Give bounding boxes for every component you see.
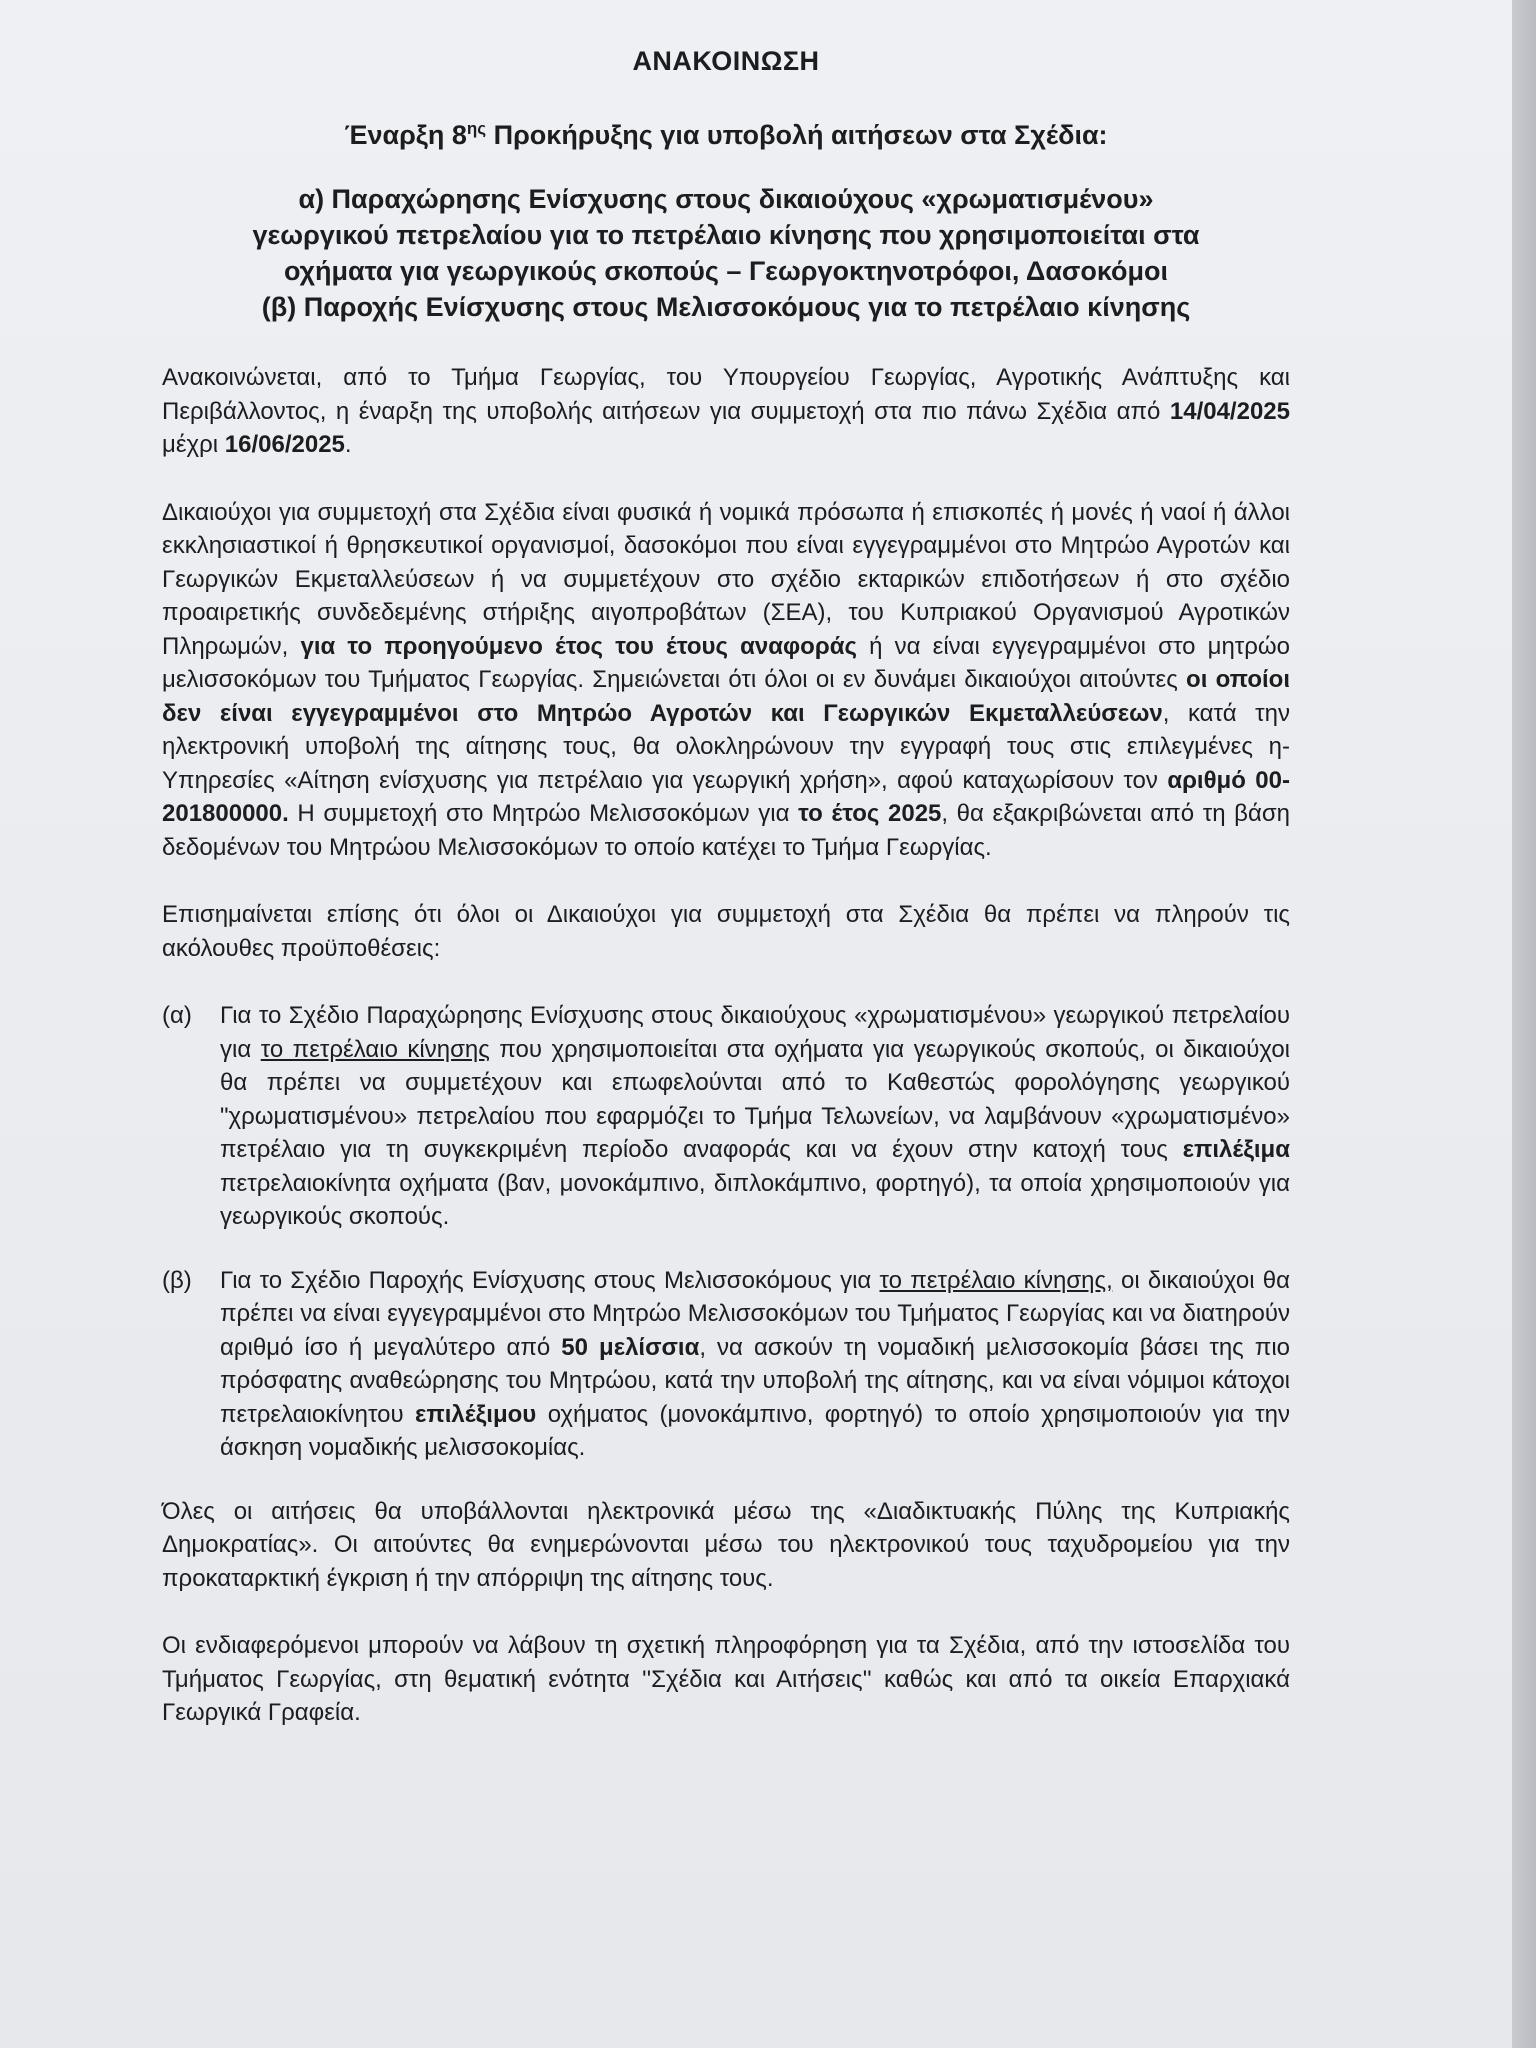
heading-line: α) Παραχώρησης Ενίσχυσης στους δικαιούχους «χρωματισμένου» — [298, 184, 1154, 214]
bold-phrase: επιλέξιμα — [1182, 1136, 1290, 1163]
paragraph-text: , θα εξακριβώνεται από τη βάση δεδομένων του Μητρώου Μελισσοκόμων το οποίο κατέχει το Τμήμα Γεωργίας. — [162, 800, 1290, 861]
heading-line: γεωργικού πετρελαίου για το πετρέλαιο κίνησης που χρησιμοποιείται στα — [252, 220, 1200, 250]
subtitle-suffix: Προκήρυξης για υποβολή αιτήσεων στα Σχέδια: — [486, 120, 1108, 150]
item-text: , να ασκούν τη νομαδική μελισσοκομία βάσει της πιο πρόσφατης αναθεώρησης του Μητρώου, κατά την υποβολή της αίτησης, και να είναι νόμιμοι κάτοχοι πετρελαιοκίνητου — [220, 1333, 1290, 1428]
bold-phrase: επιλέξιμου — [415, 1400, 537, 1428]
submission-paragraph: Όλες οι αιτήσεις θα υποβάλλονται ηλεκτρονικά μέσω της «Διαδικτυακής Πύλης της Κυπριακής Δημοκρατίας». Οι αιτούντες θα ενημερώνονται μέσω του ηλεκτρονικού τους ταχυδρομείου για την προκαταρκτική έγκριση ή την απόρριψη της αίτησης τους. — [162, 1497, 1290, 1592]
item-text: που χρησιμοποιείται στα οχήματα για γεωργικούς σκοπούς, οι δικαιούχοι θα πρέπει να συμμετέχουν και επωφελούνται από το Καθεστώς φορολόγησης γεωργικού "χρωματισμένου» πετρελαίου που εφαρμόζει το Τμήμα Τελωνείων, να λαμβάνουν «χρωματισμένο» πετρέλαιο για τη συγκεκριμένη περίοδο αναφοράς και να έχουν στην κατοχή τους — [220, 1035, 1291, 1163]
paragraph-text: , κατά την ηλεκτρονική υποβολή της αίτησης τους, θα ολοκληρώνουν την εγγραφή τους στις επιλεγμένες η-Υπηρεσίες «Αίτηση ενίσχυσης για πετρέλαιο για γεωργική χρήση», αφού καταχωρίσουν τον — [162, 699, 1290, 794]
subtitle-ordinal: ης — [466, 119, 487, 138]
bold-phrase: το έτος 2025 — [798, 800, 942, 827]
background-surface — [1512, 0, 1536, 2048]
condition-item-a — [162, 999, 1290, 1234]
eligibility-paragraph — [162, 496, 1290, 865]
item-body — [220, 999, 1290, 1234]
registration-number: αριθμό 00-201800000. — [162, 766, 1290, 827]
start-date: 14/04/2025 — [1169, 397, 1290, 425]
information-paragraph: Οι ενδιαφερόμενοι μπορούν να λάβουν τη σχετική πληροφόρηση για τα Σχέδια, από την ιστοσελίδα του Τμήματος Γεωργίας, στη θεματική ενότητα ''Σχέδια και Αιτήσεις'' καθώς και από τα οικεία Επαρχιακά Γεωργικά Γραφεία. — [162, 1632, 1290, 1726]
subtitle — [162, 111, 1290, 153]
item-text: οι δικαιούχοι θα πρέπει να είναι εγγεγραμμένοι στο Μητρώο Μελισσοκόμων του Τμήματος Γεωργίας και να διατηρούν αριθμό ίσο ή μεγαλύτερο από — [220, 1266, 1290, 1361]
item-label: (β) — [162, 1266, 192, 1294]
subtitle-prefix: Έναρξη 8 — [344, 120, 467, 150]
paragraph-text: . — [344, 431, 352, 458]
item-text: οχήματος (μονοκάμπινο, φορτηγό) το οποίο χρησιμοποιούν για την άσκηση νομαδικής μελισσοκομίας. — [220, 1400, 1290, 1461]
paragraph-text: ή να είναι εγγεγραμμένοι στο μητρώο μελισσοκόμων του Τμήματος Γεωργίας. Σημειώνεται ότι όλοι οι εν δυνάμει δικαιούχοι αιτούντες — [162, 632, 1291, 693]
bold-phrase: οι οποίοι δεν είναι εγγεγραμμένοι στο Μητρώο Αγροτών και Γεωργικών Εκμεταλλεύσεων — [162, 666, 1290, 727]
end-date: 16/06/2025 — [224, 431, 345, 458]
paragraph-text: μέχρι — [162, 431, 225, 458]
paragraph-text: Ανακοινώνεται, από το Τμήμα Γεωργίας, του Υπουργείου Γεωργίας, Αγροτικής Ανάπτυξης και Περιβάλλοντος, η έναρξη της υποβολής αιτήσεων για συμμετοχή στα πιο πάνω Σχέδια από — [162, 364, 1290, 425]
item-text: Για το Σχέδιο Παροχής Ενίσχυσης στους Μελισσοκόμους για — [220, 1266, 880, 1294]
item-text: πετρελαιοκίνητα οχήματα (βαν, μονοκάμπινο, διπλοκάμπινο, φορτηγό), τα οποία χρησιμοποιούν για γεωργικούς σκοπούς. — [220, 1169, 1290, 1230]
item-text: Για το Σχέδιο Παραχώρησης Ενίσχυσης στους δικαιούχους «χρωματισμένου» γεωργικού πετρελαίου για — [220, 1002, 1290, 1063]
page-title: ΑΝΑΚΟΙΝΩΣΗ — [632, 46, 820, 76]
paragraph-text: Η συμμετοχή στο Μητρώο Μελισσοκόμων για — [288, 800, 799, 827]
bold-phrase: 50 μελίσσια — [561, 1333, 700, 1361]
paragraph-text: Δικαιούχοι για συμμετοχή στα Σχέδια είναι φυσικά ή νομικά πρόσωπα ή επισκοπές ή μονές ή ναοί ή άλλοι εκκλησιαστικοί ή θρησκευτικοί οργανισμοί, δασοκόμοι που είναι εγγεγραμμένοι στο Μητρώο Αγροτών και Γεωργικών Εκμεταλλεύσεων ή να συμμετέχουν στο σχέδιο εκταρικών επιδοτήσεων ή στο σχέδιο προαιρετικής συνδεδεμένης στήριξης αιγοπροβάτων (ΣΕΑ), του Κυπριακού Οργανισμού Αγροτικών Πληρωμών, — [162, 498, 1290, 660]
item-body — [220, 1264, 1290, 1465]
bold-phrase: για το προηγούμενο έτος του έτους αναφοράς — [300, 632, 857, 660]
announcement-paragraph — [162, 361, 1290, 462]
underlined-phrase: το πετρέλαιο κίνησης — [260, 1035, 490, 1063]
condition-item-b — [162, 1264, 1290, 1465]
heading-line: (β) Παροχής Ενίσχυσης στους Μελισσοκόμους για το πετρέλαιο κίνησης — [261, 292, 1191, 322]
underlined-phrase: το πετρέλαιο κίνησης, — [879, 1266, 1113, 1294]
schemes-heading — [162, 181, 1290, 325]
item-label: (α) — [162, 1002, 192, 1029]
conditions-intro-paragraph: Επισημαίνεται επίσης ότι όλοι οι Δικαιούχοι για συμμετοχή στα Σχέδια θα πρέπει να πληρούν τις ακόλουθες προϋποθέσεις: — [162, 901, 1290, 962]
heading-line: οχήματα για γεωργικούς σκοπούς – Γεωργοκτηνοτρόφοι, Δασοκόμοι — [283, 256, 1169, 286]
